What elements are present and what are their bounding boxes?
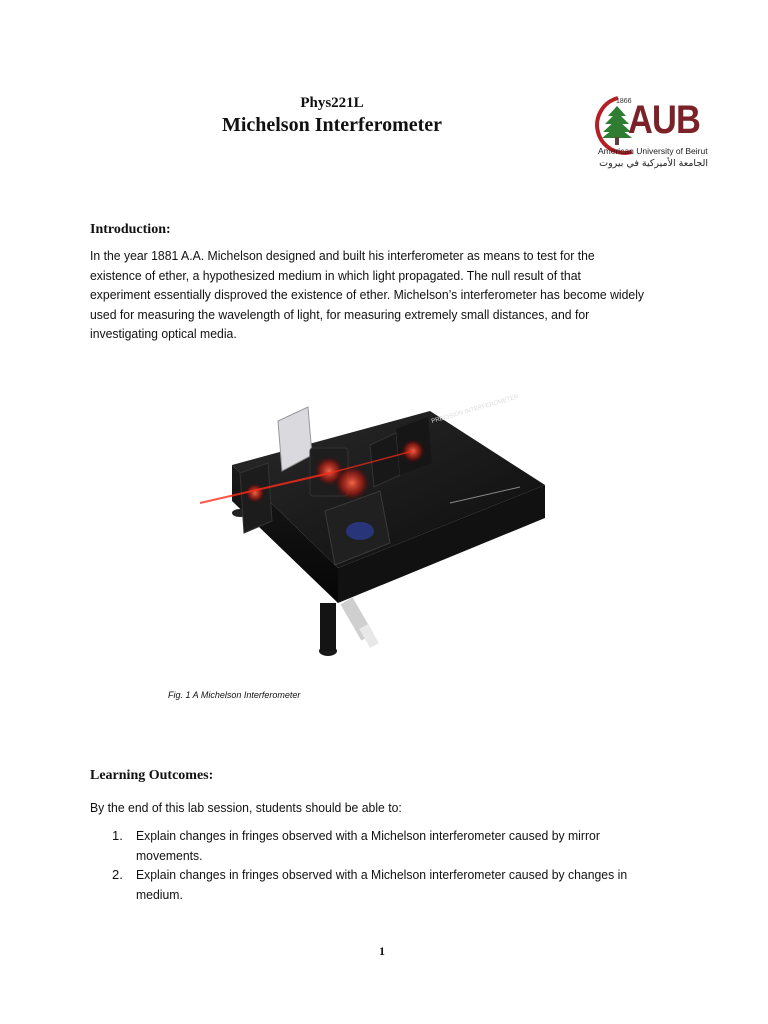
figure-caption: Fig. 1 A Michelson Interferometer [168, 690, 301, 700]
list-item-text: Explain changes in fringes observed with a Michelson interferometer caused by mirror movements. [136, 828, 600, 863]
list-item-text: Explain changes in fringes observed with a Michelson interferometer caused by changes in medium. [136, 867, 628, 902]
list-item [112, 826, 682, 865]
introduction-text: In the year 1881 A.A. Michelson designed and built his interferometer as means to test for the existence of ether, a hypothesized medium in which light propagated. The null result of that experiment essentially disproved the existence of ether. Michelson’s interferometer has become widely used for measuring the wavelength of light, for measuring extremely small distances, and for investigating optical media. [90, 248, 645, 341]
document-title: Michelson Interferometer [221, 114, 443, 136]
course-code: Phys221L [300, 95, 364, 111]
list-item-number: 2. [112, 867, 123, 882]
interferometer-photo [200, 393, 562, 670]
aub-logo [588, 90, 713, 175]
logo-university-name: American University of Beirut [598, 146, 708, 156]
logo-arabic-name: الجامعة الأميركية في بيروت [599, 158, 708, 169]
learning-outcomes-intro: By the end of this lab session, students should be able to: [90, 800, 402, 815]
learning-outcomes-list [112, 826, 682, 904]
learning-outcomes-heading: Learning Outcomes: [90, 768, 214, 783]
list-item-number: 1. [112, 828, 123, 843]
logo-brand: AUB [628, 98, 700, 142]
list-item [112, 865, 682, 904]
introduction-heading: Introduction: [90, 222, 171, 237]
plate-label: PRECISION INTERFEROMETER [430, 394, 520, 425]
page-number: 1 [379, 944, 385, 958]
logo-year: 1866 [616, 98, 632, 105]
